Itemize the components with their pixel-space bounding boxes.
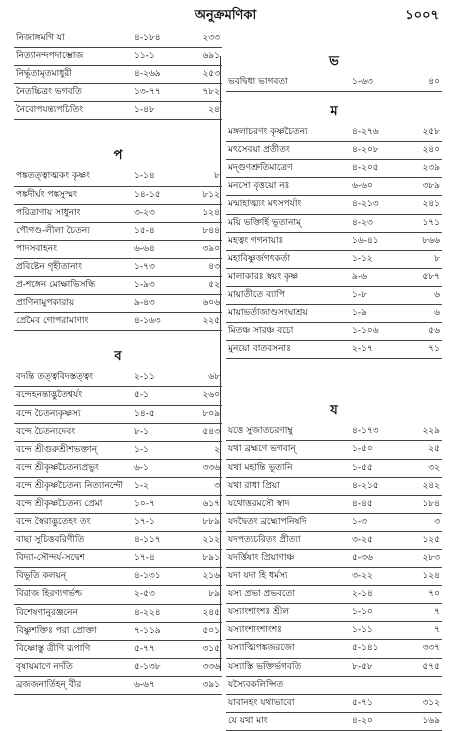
entry-text: যদদ্বৈতং ব্রহ্মোপনিষদি	[228, 516, 307, 527]
entry-page: ৩৯০	[202, 243, 220, 254]
entry-page: ১২৫	[422, 534, 440, 545]
section-letter: প	[113, 148, 123, 164]
entry-text: মিতঞ্চ সারঞ্চ বচো	[228, 326, 294, 337]
entry-page: ২৫৩	[202, 69, 220, 80]
index-entry	[14, 205, 222, 223]
entry-page: ৮৮৯	[202, 517, 220, 528]
index-entry	[226, 124, 442, 142]
left-column	[14, 30, 222, 695]
entry-reference: ৪-২৩	[352, 217, 373, 228]
section-gap	[14, 120, 222, 144]
entry-page: ৬৯১	[202, 51, 220, 62]
index-entry	[226, 441, 442, 459]
index-entry	[226, 233, 442, 251]
entry-reference: ৬-৬৭	[134, 679, 155, 690]
entry-text: বিভূতি কলয়ন্	[16, 571, 67, 582]
entry-page: ২৪	[208, 105, 220, 116]
entry-page: ৭১	[428, 344, 440, 355]
entry-reference: ২-৫৩	[134, 589, 155, 600]
index-entry	[226, 423, 442, 441]
entry-reference: ৩-২৩	[134, 207, 155, 218]
index-entry	[14, 424, 222, 442]
index-entry	[226, 251, 442, 269]
entry-text: বন্দে চৈতন্যদেবং	[16, 426, 76, 437]
index-entry	[14, 623, 222, 641]
entry-page: ৬৮	[208, 372, 220, 383]
entry-text: মালাকারঃ স্বয়ং কৃষ্ণ	[228, 271, 299, 282]
section-letter: ম	[330, 104, 338, 120]
page-number: ১০০৭	[405, 8, 439, 23]
entry-text: যত্তে সুজাতচরণাম্বু	[228, 426, 293, 437]
entry-page: ২১২	[202, 535, 220, 546]
entry-text: পঙ্কদীর্ঘং পঙ্কসুস্মং	[16, 189, 78, 200]
entry-text: বন্দে শ্রীকৃষ্ণচৈতন্য নিত্যানন্দৌ	[16, 480, 124, 491]
entry-text: যস্যাংশাংশাংশঃ	[228, 625, 282, 636]
entry-page: ১২৪	[422, 571, 440, 582]
entry-text: মৎসেবয়া প্রতীতং	[228, 145, 290, 156]
entry-text: বন্দেহনন্তাদ্ভুতৈশ্বর্যং	[16, 390, 83, 401]
entry-reference: ১-৭৩	[134, 261, 155, 272]
entry-text: নিজাঙ্গমগি যা	[16, 33, 65, 43]
entry-page: ৫৬	[428, 326, 440, 337]
index-entry	[226, 74, 442, 92]
entry-reference: ৫-৭৭	[134, 643, 155, 654]
entry-text: বাছা সুচিত্তবরিণীতি	[16, 535, 85, 546]
entry-text: নৈতচ্চিত্রং ভগবতি	[16, 87, 82, 98]
entry-page: ৩	[434, 516, 440, 527]
entry-page: ২৬০	[202, 390, 220, 401]
entry-page: ১৮৪	[422, 498, 440, 509]
entry-page: ৭০	[428, 589, 440, 600]
entry-page: ৮৬৬	[422, 235, 440, 246]
entry-page: ১৬৯	[422, 715, 440, 726]
entry-reference: ১৪-১৫	[134, 189, 161, 200]
entry-text: প্রেমৈব গোপরামাণাং	[16, 316, 89, 327]
entry-reference: ১১-১	[134, 51, 155, 62]
entry-page: ৩	[214, 480, 220, 491]
section-gap	[226, 30, 442, 50]
index-entry	[226, 341, 442, 359]
entry-text: ব্রজজনার্তিহন্ বীর	[16, 679, 82, 690]
entry-reference: ১-১০	[352, 607, 373, 618]
entry-page: ৬	[434, 308, 440, 319]
entry-reference: ১-১১	[352, 625, 373, 636]
index-entry	[14, 84, 222, 102]
entry-page: ৫২	[208, 280, 220, 291]
entry-text: যথোত্তরমসৌ স্বাদ	[228, 498, 290, 509]
index-entry	[226, 160, 442, 178]
entry-text: যদা যদা হি ধর্মস্য	[228, 571, 288, 582]
entry-reference: ৪-২৬৯	[134, 69, 161, 80]
entry-reference: ১৪-৫	[134, 408, 155, 419]
entry-reference: ১০-৭	[134, 498, 155, 509]
entry-text: বন্দে স্বৈরাদ্ভুতেহং তং	[16, 517, 91, 528]
entry-reference: ৩-২৫	[352, 534, 373, 545]
page-header	[0, 6, 451, 26]
index-entry	[14, 442, 222, 460]
section-gap	[226, 359, 442, 399]
entry-page: ৭	[434, 625, 440, 636]
entry-reference: ৫-৭১	[352, 697, 373, 708]
index-entry	[226, 622, 442, 640]
entry-text: যে যথা মাং	[228, 715, 268, 726]
entry-text: বন্দে শ্রীগুরুশ্রীশভক্তান্	[16, 444, 98, 455]
entry-text: মুনয়ো বাতবসনাঃ	[228, 344, 291, 355]
entry-page: ৩৩৬	[202, 462, 220, 473]
index-entry	[14, 406, 222, 424]
index-entry	[226, 550, 442, 568]
entry-text: বিদ্যা-সৌন্দর্য-সদ্বেশ	[16, 553, 85, 564]
entry-text: বন্দে চৈতন্যকৃষ্ণস্য	[16, 408, 81, 419]
index-entry	[14, 605, 222, 623]
index-entry	[226, 604, 442, 622]
index-entry	[14, 387, 222, 405]
index-entry	[226, 659, 442, 677]
entry-page: ৭৮২	[202, 87, 220, 98]
page-title: অনুক্রমণিকা	[194, 8, 257, 23]
entry-page: ২৪৫	[202, 607, 220, 618]
entry-reference: ৪-১৭৩	[352, 426, 379, 437]
entry-reference: ১-১০৬	[352, 326, 379, 337]
entry-page: ১৭১	[422, 217, 440, 228]
entry-text: যদর্ত্তিষাং প্রিয়াণাঞ্চ	[228, 552, 295, 563]
entry-reference: ৪-২১৩	[352, 199, 379, 210]
entry-page: ৩৯১	[202, 679, 220, 690]
index-entry	[14, 259, 222, 277]
entry-text: পাদসবাহনং	[16, 243, 57, 254]
entry-reference: ১-৫০	[352, 444, 373, 455]
index-entry	[226, 677, 442, 695]
entry-reference: ১-৪৮	[134, 105, 155, 116]
entry-text: যথা রাধা প্রিয়া	[228, 480, 280, 491]
entry-reference: ২-১৭	[352, 344, 373, 355]
entry-reference: ১-৫৫	[352, 462, 373, 473]
entry-reference: ১-১৪	[134, 171, 155, 182]
entry-text: যাবানহং যথাভাবো	[228, 697, 295, 708]
entry-reference: ৫-৩৬	[352, 552, 373, 563]
entry-reference: ১-৮	[352, 289, 367, 300]
entry-page: ২৪০	[422, 145, 440, 156]
entry-reference: ৪-১৬৩	[134, 316, 161, 327]
index-entry	[14, 223, 222, 241]
section-letter: ভ	[329, 54, 339, 69]
index-entry	[14, 460, 222, 478]
entry-text: নিত্যানন্দপদাম্ভোজ	[16, 51, 84, 62]
index-entry	[14, 677, 222, 695]
entry-page: ২	[214, 444, 220, 455]
entry-page: ৮	[214, 171, 220, 182]
entry-text: বন্দে শ্রীকৃষ্ণচৈতন্যপ্রভুং	[16, 462, 99, 473]
entry-page: ৬০৬	[202, 298, 220, 309]
entry-reference: ৬-১	[134, 462, 149, 473]
entry-text: পরিত্রাণায় সাধুনাং	[16, 207, 81, 218]
index-entry	[226, 269, 442, 287]
entry-page: ৪৩	[208, 261, 220, 272]
entry-page: ৮৯	[208, 589, 220, 600]
section-letter: য	[330, 403, 338, 419]
entry-reference: ১-১২	[352, 253, 373, 264]
entry-page: ৩২	[428, 462, 440, 473]
entry-reference: ১-২	[134, 480, 149, 491]
entry-page: ২৫৮	[422, 127, 440, 138]
entry-reference: ৪-২০	[352, 715, 373, 726]
entry-page: ৮৯১	[202, 553, 220, 564]
entry-reference: ১-১	[134, 444, 149, 455]
index-entry	[226, 478, 442, 496]
entry-text: ময়ি ভক্তির্হি ভূতানাম্	[228, 217, 301, 228]
entry-text: মায়াতীতে ব্যাপি	[228, 289, 285, 300]
entry-reference: ৫-১৩৮	[134, 661, 161, 672]
entry-text: বিশেষণানুরঞ্জনেন	[16, 607, 78, 618]
entry-reference: ৭-১১৯	[134, 625, 161, 636]
entry-page: ২৩৯	[422, 163, 440, 174]
entry-reference: ৪-২১৫	[352, 480, 379, 491]
index-entry	[226, 640, 442, 658]
index-entry	[226, 178, 442, 196]
entry-reference: ৮-১	[134, 426, 149, 437]
index-entry	[226, 695, 442, 713]
entry-text: প্রবিষ্টেন গৃহীতানাং	[16, 261, 82, 272]
index-entry	[226, 215, 442, 233]
entry-text: যস্যাস্তি ভক্তির্ভগবতি	[228, 661, 302, 672]
index-entry	[226, 460, 442, 478]
index-entry	[14, 369, 222, 387]
entry-reference: ১৫-৪	[134, 225, 155, 236]
section-gap	[14, 331, 222, 345]
entry-page: ৬১৭	[202, 498, 220, 509]
entry-page: ৩৮৯	[422, 181, 440, 192]
entry-text: মায়াভর্তাজাণ্ডসংঘাশ্রয়	[228, 308, 308, 319]
index-entry	[226, 287, 442, 305]
entry-text: যদপত্যচরিতং প্রীত্যা	[228, 534, 301, 545]
entry-page: ৩১২	[422, 697, 440, 708]
entry-text: যস্যাত্মিপঙ্কজরজো	[228, 643, 295, 654]
entry-reference: ১-৯৩	[134, 280, 155, 291]
index-entry	[14, 478, 222, 496]
index-entry	[226, 305, 442, 323]
index-entry	[14, 48, 222, 66]
entry-page: ৬	[434, 289, 440, 300]
index-entry	[14, 586, 222, 604]
index-entry	[14, 66, 222, 84]
entry-reference: ৪-১৮৪	[134, 33, 161, 43]
entry-reference: ২-১৪	[352, 589, 373, 600]
entry-text: মন্মাহাত্ম্যং মৎসপর্যাং	[228, 199, 302, 210]
entry-reference: ৪-২০৫	[352, 163, 379, 174]
entry-reference: ১-৩	[352, 516, 367, 527]
entry-page: ৮	[434, 253, 440, 264]
entry-reference: ৪-২০৮	[352, 145, 379, 156]
entry-page: ২৪২	[422, 480, 440, 491]
entry-page: ২৪১	[422, 199, 440, 210]
entry-reference: ৯-৪৩	[134, 298, 155, 309]
entry-page: ২২৫	[202, 316, 220, 327]
entry-text: যস্যৈবকলিপ্সিত	[228, 679, 284, 690]
entry-reference: ৬-৬৪	[134, 243, 155, 254]
entry-page: ৮১২	[202, 189, 220, 200]
index-entry	[14, 568, 222, 586]
entry-page: ২৫	[428, 444, 440, 455]
entry-page: ৮৪৪	[202, 225, 220, 236]
entry-text: বিষ্ণুশক্তিঃ পরা প্রোক্তা	[16, 625, 97, 636]
index-entry	[14, 641, 222, 659]
index-entry	[226, 142, 442, 160]
index-entry	[226, 713, 442, 731]
index-entry	[226, 196, 442, 214]
entry-page: ৩৩৬	[202, 661, 220, 672]
entry-reference: ৫-১৪১	[352, 643, 379, 654]
index-entry	[14, 187, 222, 205]
entry-page: ২৮৩	[422, 552, 440, 563]
index-entry	[226, 496, 442, 514]
entry-page: ৩৩৭	[422, 643, 440, 654]
index-entry	[14, 313, 222, 331]
entry-text: বন্দে শ্রীকৃষ্ণচৈতন্য প্রেমা	[16, 498, 103, 509]
entry-text: মনসো বৃত্তয়ো নঃ	[228, 181, 290, 192]
index-entry	[14, 277, 222, 295]
section-gap	[226, 92, 442, 100]
entry-reference: ৪-৪৫	[352, 498, 373, 509]
entry-text: যস্য প্রভা প্রভবতো	[228, 589, 295, 600]
entry-page: ৮০৯	[202, 408, 220, 419]
index-entry	[14, 295, 222, 313]
entry-text: পঙ্কতত্ত্বাত্মকং কৃষ্ণং	[16, 171, 90, 182]
entry-reference: ১-৯	[352, 308, 367, 319]
entry-reference: ৪-১৩১	[134, 571, 161, 582]
entry-text: মঙ্গলাচরণং কৃষ্ণচৈতন্য	[228, 127, 308, 138]
entry-text: বদন্তি তত্ত্ববিদস্তত্ত্বং	[16, 372, 94, 383]
right-column	[226, 30, 442, 731]
entry-reference: ৫-১	[134, 390, 149, 401]
entry-page: ৩১৫	[202, 643, 220, 654]
entry-reference: ৪-২৭৬	[352, 127, 379, 138]
entry-text: নৈবোপযন্ত্যপচিতিং	[16, 105, 84, 116]
entry-text: মহাবিষ্ণুর্জগৎকর্তা	[228, 253, 291, 264]
entry-reference: ১৭-৪	[134, 553, 155, 564]
entry-page: ৫০১	[202, 625, 220, 636]
entry-reference: ৪-১১৭	[134, 535, 161, 546]
entry-reference: ৩-২২	[352, 571, 373, 582]
index-entry	[226, 568, 442, 586]
entry-text: মহত্বং গগনায়াঃ	[228, 235, 284, 246]
entry-page: ৪০	[428, 77, 440, 87]
entry-text: প্রাণিনামুপকারায়	[16, 298, 75, 309]
entry-page: ৭	[434, 607, 440, 618]
entry-text: পৌগণ্ড-লীলা চৈতন্য	[16, 225, 90, 236]
index-entry	[14, 241, 222, 259]
entry-page: ২৩৩	[202, 33, 220, 43]
entry-reference: ১-৬৩	[352, 77, 373, 87]
index-entry	[14, 30, 222, 48]
index-entry	[14, 102, 222, 120]
entry-text: বৃষায়মাণে নর্দতি	[16, 661, 73, 672]
entry-text: বিষ্ণোস্তু ত্রীণি রূপাণি	[16, 643, 91, 654]
entry-reference: ৪-২২৪	[134, 607, 161, 618]
entry-text: যথা ব্রহ্মণে ভগবান্	[228, 444, 296, 455]
index-entry	[226, 586, 442, 604]
entry-reference: ১৬-৪১	[352, 235, 379, 246]
entry-reference: ৬-৬০	[352, 181, 373, 192]
entry-text: প্র-শঙ্গেন মোক্ষাভিসন্ধি	[16, 280, 96, 291]
entry-reference: ৯-৬	[352, 271, 367, 282]
entry-reference: ২-১১	[134, 372, 155, 383]
index-entry	[14, 168, 222, 186]
entry-page: ৫৪৩	[202, 426, 220, 437]
entry-reference: ১৭-১	[134, 517, 155, 528]
index-entry	[14, 514, 222, 532]
entry-reference: ১৩-৭৭	[134, 87, 161, 98]
index-entry	[226, 532, 442, 550]
index-entry	[226, 323, 442, 341]
index-entry	[14, 659, 222, 677]
entry-page: ১২৪	[202, 207, 220, 218]
entry-page: ৫৭৫	[422, 661, 440, 672]
entry-text: মদ্গুণশ্রুতিমাত্রেণ	[228, 163, 293, 174]
section-letter: ব	[114, 349, 122, 365]
index-entry	[14, 532, 222, 550]
entry-page: ২১৬	[202, 571, 220, 582]
entry-page: ৫৮৭	[422, 271, 440, 282]
entry-text: নির্দ্ধূতামৃতমাধুরী	[16, 69, 72, 80]
index-entry	[14, 550, 222, 568]
entry-text: ভবদ্বিধা ভাগবতা	[228, 77, 288, 87]
index-entry	[226, 514, 442, 532]
entry-text: যস্যাংশাংশঃ শ্রীল	[228, 607, 290, 618]
entry-page: ২২৯	[422, 426, 440, 437]
entry-text: বিরাজ হিরণ্যগর্ভশ্চ	[16, 589, 83, 600]
entry-reference: ৮-৫৮	[352, 661, 373, 672]
index-entry	[14, 496, 222, 514]
entry-text: যথা মহান্তি ভূতানি	[228, 462, 293, 473]
